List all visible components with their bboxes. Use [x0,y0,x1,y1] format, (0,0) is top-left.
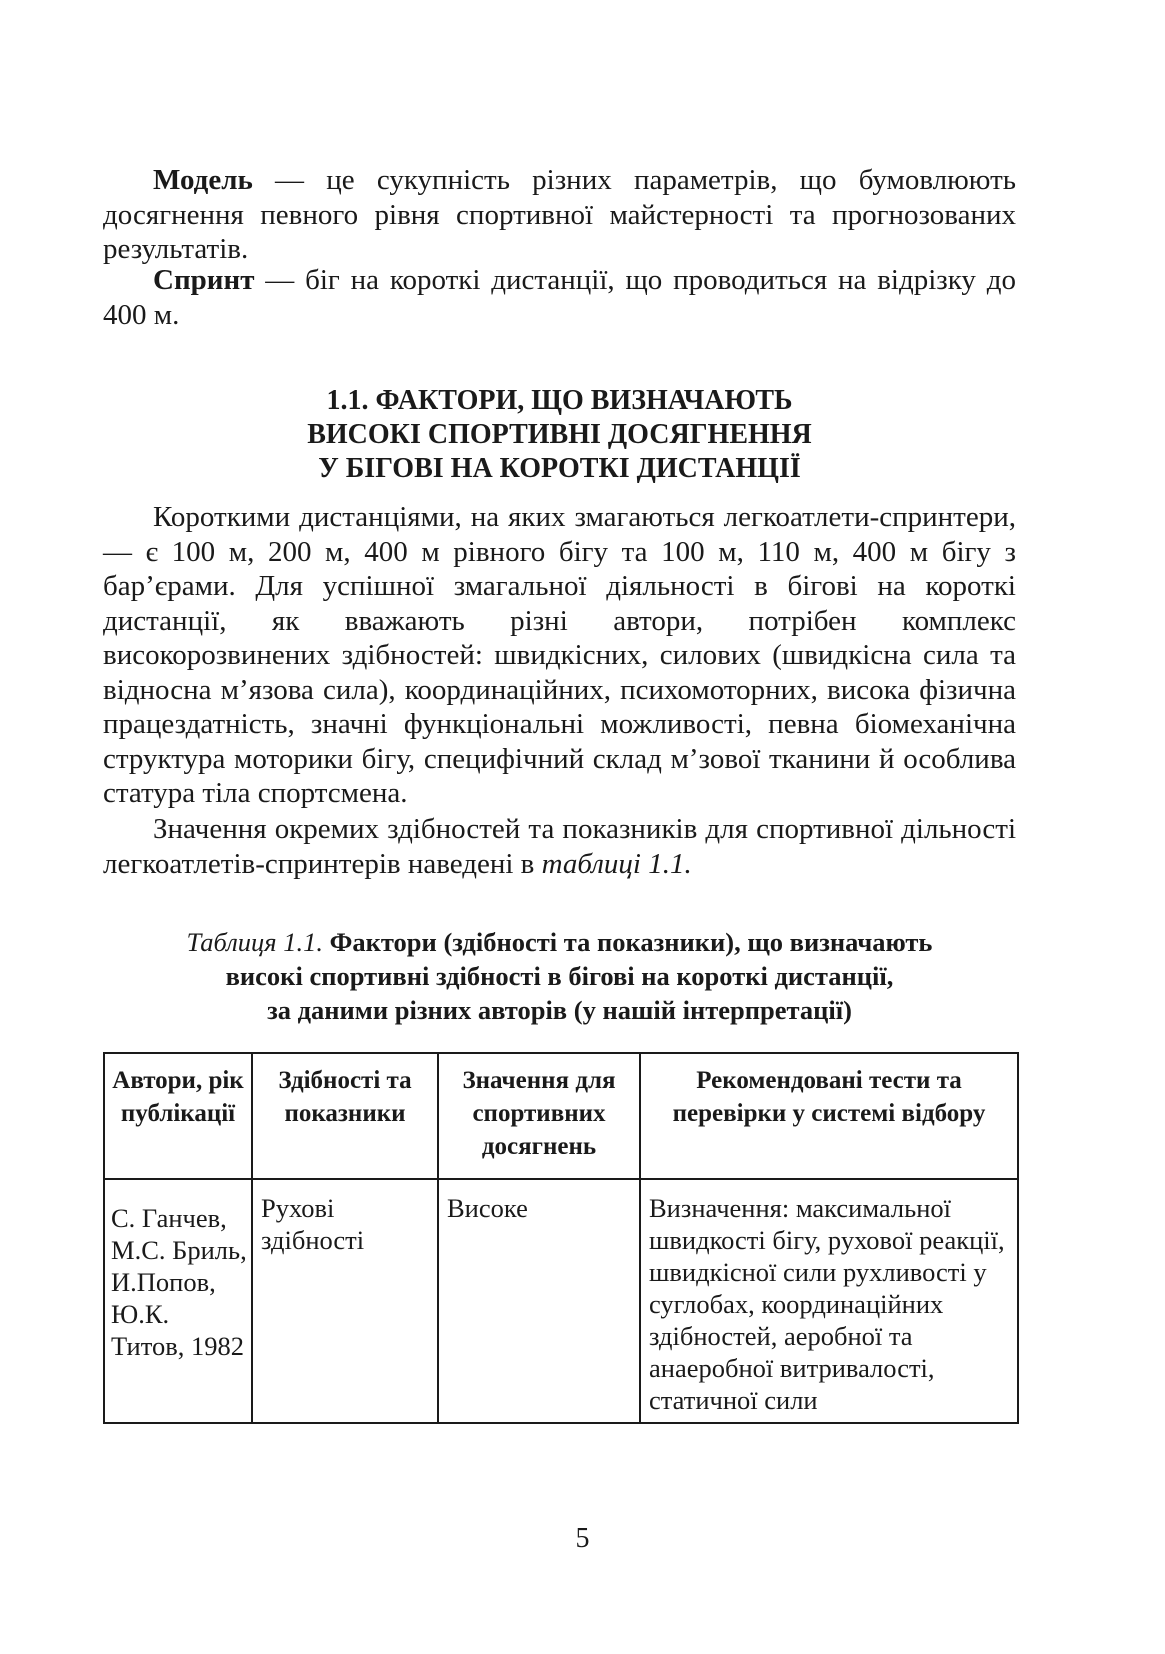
definition-sprint-text: — біг на короткі дистанції, що проводиться на відрізку до 400 м. [103,264,1016,331]
table-caption-title: за даними різних авторів (у нашій інтерпретації) [267,995,852,1025]
cell-ability: Рухові здібності [252,1179,438,1423]
section-heading [103,384,1016,486]
table-row [104,1179,1018,1423]
column-header-significance: Значення для спортивних досягнень [438,1053,640,1179]
cell-authors: С. Ганчев, М.С. Бриль, И.Попов, Ю.К. Титов, 1982 [104,1179,252,1423]
section-heading-line: 1.1. ФАКТОРИ, ЩО ВИЗНАЧАЮТЬ [326,385,793,416]
definition-model [103,163,1016,267]
cell-significance: Високе [438,1179,640,1423]
table-header-row [104,1053,1018,1179]
term-sprint: Спринт [153,264,255,296]
column-header-tests: Рекомендовані тести та перевірки у системі відбору [640,1053,1018,1179]
table-caption-label: Таблиця 1.1. [186,927,323,957]
definition-model-text: — це сукупність різних параметрів, що бумовлюють досягнення певного рівня спортивної майстерності та прогнозованих результатів. [103,164,1016,265]
section-heading-line: У БІГОВІ НА КОРОТКІ ДИСТАНЦІЇ [318,453,801,484]
table-caption-title: високі спортивні здібності в бігові на короткі дистанції, [225,961,894,991]
column-header-authors: Автори, рік публікації [104,1053,252,1179]
page-number: 5 [575,1523,590,1554]
body-paragraph-text: Значення окремих здібностей та показників для спортивної дільності легкоатлетів-спринтерів наведені в [103,813,1016,880]
column-header-abilities: Здібності та показники [252,1053,438,1179]
definition-sprint [103,263,1016,332]
table-caption-title: Фактори (здібності та показники), що визначають [329,927,933,957]
body-paragraph: Короткими дистанціями, на яких змагаються легкоатлети-спринтери, — є 100 м, 200 м, 400 м рівного бігу та 100 м, 110 м, 400 м бігу з бар’єрами. Для успішної змагальної діяльності в бігові на короткі дистанції, як вважають різні автори, потрібен комплекс високорозвинених здібностей: швидкісних, силових (швидкісна сила та відносна м’язова сила), координаційних, психомоторних, висока фізична працездатність, значні функціональні можливості, певна біомеханічна структура моторики бігу, специфічний склад м’зової тканини й особлива статура тіла спортсмена. [103,501,1016,809]
table-reference: таблиці 1.1. [541,847,692,880]
cell-tests: Визначення: максимальної швидкості бігу, рухової реакції, швидкісної сили рухливості у суглобах, координаційних здібностей, аеробної та анаеробної витривалості, статичної сили [640,1179,1018,1423]
body-paragraph [103,812,1016,881]
factors-table [103,1052,1019,1424]
section-heading-line: ВИСОКІ СПОРТИВНІ ДОСЯГНЕННЯ [307,419,812,450]
table-caption [103,925,1016,1027]
term-model: Модель [153,164,253,196]
